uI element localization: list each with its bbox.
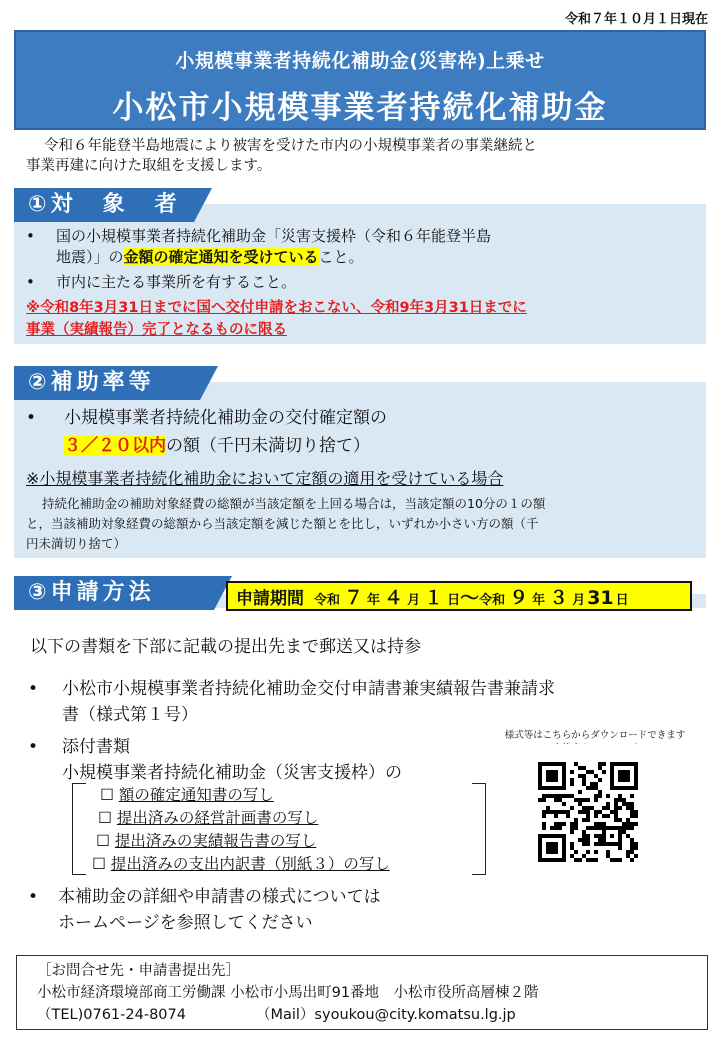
bullet-text: ホームページを参照してください — [58, 913, 313, 933]
bullet-dot: • — [26, 227, 35, 245]
bullet-text-line2 — [26, 432, 696, 460]
period-text: 日 — [615, 593, 629, 608]
note-line: 持続化補助金の補助対象経費の総額が当該定額を上回る場合は，当該定額の10分の１の額 — [42, 496, 546, 511]
highlight-confirmed-notice: 金額の確定通知を受けている — [123, 248, 319, 266]
period-number: １ — [424, 587, 444, 609]
as-of-date: 令和７年１０月１日現在 — [564, 12, 708, 27]
period-text: 月 — [407, 593, 421, 608]
section1-bullet-2 — [26, 272, 696, 293]
period-text: 月 — [572, 593, 586, 608]
contact-mail[interactable]: （Mail）syoukou@city.komatsu.lg.jp — [255, 1007, 516, 1023]
attached-doc-list — [92, 784, 390, 876]
bullet-text: 小規模事業者持続化補助金（災害支援枠）の — [62, 763, 402, 783]
section3-bullet-3 — [28, 884, 508, 936]
period-number: ４ — [384, 587, 404, 609]
section1-tab-notch — [194, 188, 212, 222]
bullet-text: 書（様式第１号） — [62, 705, 198, 725]
doc-item — [92, 853, 390, 876]
text-span: こと。 — [318, 248, 364, 266]
period-number: 31 — [587, 587, 614, 609]
bullet-dot: • — [26, 273, 35, 291]
period-number: ７ — [344, 587, 364, 609]
section3-heading: ③申請方法 — [14, 576, 214, 610]
intro-line: 事業再建に向けた取組を支援します。 — [26, 158, 272, 174]
bullet-text: 小松市小規模事業者持続化補助金交付申請書兼実績報告書兼請求 — [62, 679, 555, 699]
doc-label: 提出済みの実績報告書の写し — [114, 832, 317, 850]
banner-title: 小松市小規模事業者持続化補助金 — [112, 90, 608, 126]
section3-bullet-1 — [28, 676, 688, 728]
doc-label: 提出済みの支出内訳書（別紙３）の写し — [110, 855, 390, 873]
qr-code-icon — [538, 762, 638, 862]
intro-line: 令和６年能登半島地震により被害を受けた市内の小規模事業者の事業継続と — [44, 138, 537, 154]
contact-line — [37, 1004, 707, 1026]
section2-note-title: ※小規模事業者持続化補助金において定額の適用を受けている場合 — [26, 469, 504, 488]
checkbox-icon: ☐ — [98, 809, 112, 827]
period-number: ３ — [549, 587, 569, 609]
checkbox-icon: ☐ — [92, 855, 106, 873]
checkbox-icon: ☐ — [100, 786, 114, 804]
doc-list-right-bracket — [472, 783, 486, 875]
section3-lead: 以下の書類を下部に記載の提出先まで郵送又は持参 — [30, 637, 421, 657]
qr-caption-line: 様式等はこちらからダウンロードできます — [504, 730, 686, 741]
period-text: 日 — [447, 593, 461, 608]
homepage-qr-code[interactable] — [534, 744, 642, 870]
doc-label: 額の確定通知書の写し — [118, 786, 274, 804]
doc-item — [96, 807, 390, 830]
contact-title: ［お問合せ先・申請書提出先］ — [37, 963, 240, 979]
doc-item — [96, 784, 390, 807]
doc-list-left-bracket — [72, 783, 86, 875]
period-text: 年 — [367, 593, 381, 608]
section3-bullet-2 — [28, 734, 508, 786]
period-text: 年 — [532, 593, 546, 608]
period-text: 令和 — [479, 593, 506, 608]
title-banner — [14, 30, 706, 130]
bullet-text: 添付書類 — [62, 737, 130, 757]
bullet-text: 国の小規模事業者持続化補助金「災害支援枠（令和６年能登半島 — [56, 227, 492, 245]
period-text: 令和 — [314, 593, 341, 608]
note-line: と，当該補助対象経費の総額から当該定額を減じた額とを比し，いずれか小さい方の額（千 — [26, 516, 539, 531]
section1-bullet-1 — [26, 226, 696, 268]
bullet-text: 本補助金の詳細や申請書の様式については — [58, 887, 381, 907]
period-tilde: 〜 — [460, 587, 480, 609]
period-number: ９ — [509, 587, 529, 609]
section2-bullet — [26, 404, 696, 460]
doc-label: 提出済みの経営計画書の写し — [116, 809, 319, 827]
bullet-text: 市内に主たる事業所を有すること。 — [56, 273, 297, 291]
section2-tab-notch — [200, 366, 218, 400]
section2-heading: ②補助率等 — [14, 366, 200, 400]
contact-tel: （TEL)0761-24-8074 — [37, 1007, 186, 1023]
note-line: ※令和8年3月31日までに国へ交付申請をおこない、令和9年3月31日までに — [26, 300, 527, 316]
doc-item — [96, 830, 390, 853]
bullet-dot: • — [28, 887, 39, 907]
section1-note — [26, 297, 706, 341]
note-line: 事業（実績報告）完了となるものに限る — [26, 322, 287, 338]
bullet-dot: • — [28, 679, 39, 699]
note-line: 円未満切り捨て） — [26, 536, 127, 551]
period-label: 申請期間 — [236, 589, 304, 609]
text-span: 地震）」の — [56, 248, 124, 266]
section2-note-body — [26, 494, 706, 554]
banner-subtitle: 小規模事業者持続化補助金(災害枠)上乗せ — [175, 50, 545, 72]
section1-heading: ①対 象 者 — [14, 188, 194, 222]
contact-box — [16, 955, 708, 1030]
bullet-dot: • — [26, 408, 37, 428]
contact-address: 小松市経済環境部商工労働課 小松市小馬出町91番地 小松市役所高層棟２階 — [37, 985, 539, 1001]
text-span: の額（千円未満切り捨て） — [166, 436, 370, 456]
application-period-box — [226, 581, 692, 611]
intro-text — [26, 136, 706, 176]
bullet-text-line2 — [56, 247, 696, 268]
subsidy-rate-highlight: ３／２０以内 — [64, 436, 166, 456]
bullet-dot: • — [28, 737, 39, 757]
checkbox-icon: ☐ — [96, 832, 110, 850]
bullet-text: 小規模事業者持続化補助金の交付確定額の — [64, 408, 387, 428]
